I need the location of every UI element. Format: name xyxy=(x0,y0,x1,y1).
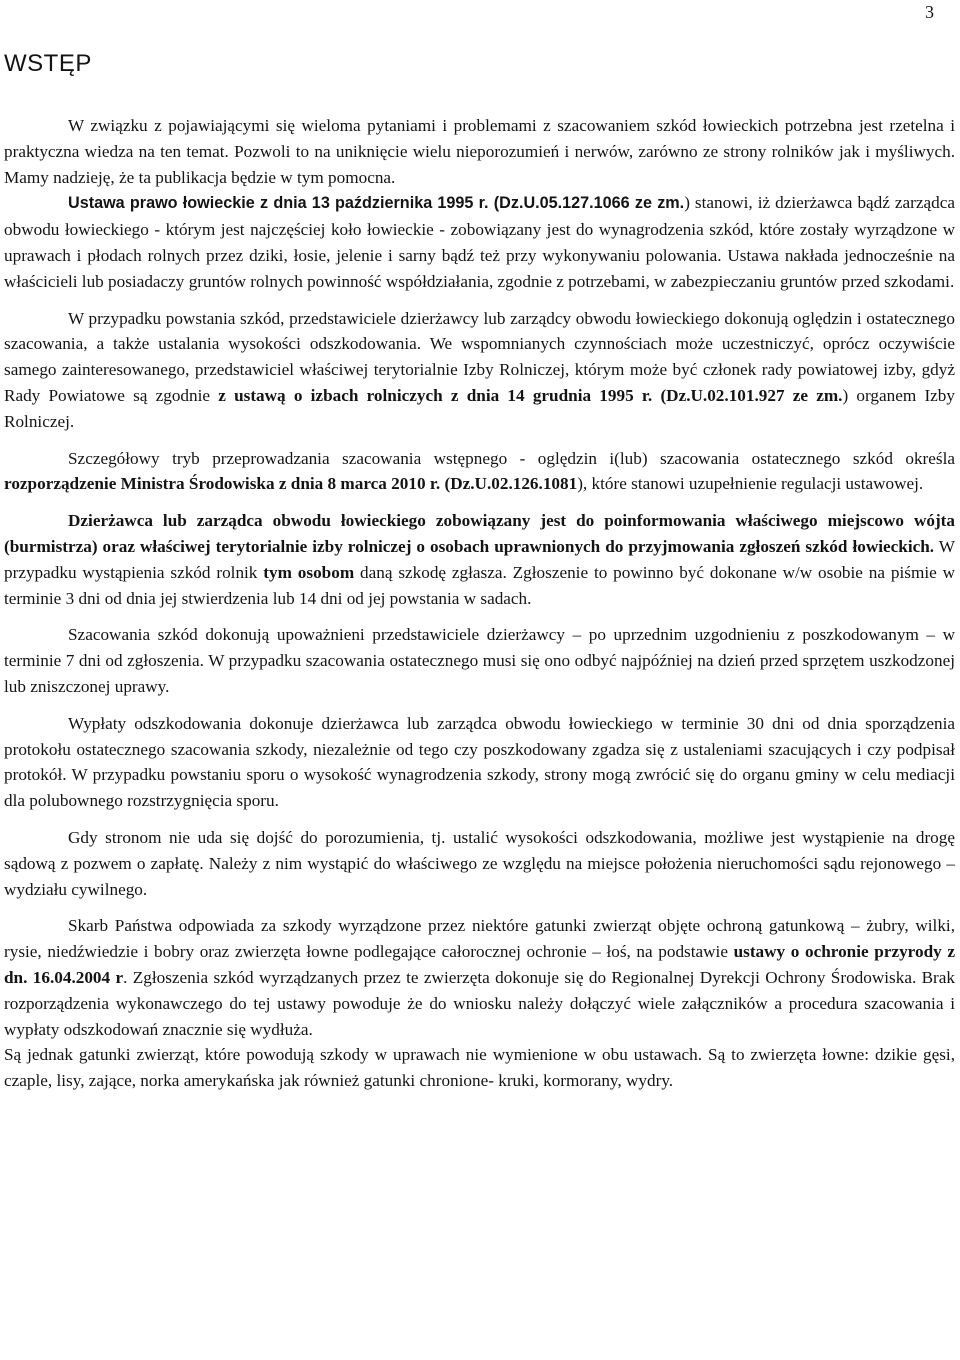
tym-osobom-emphasis: tym osobom xyxy=(263,562,355,582)
paragraph-text: W przypadku powstania szkód, przedstawiciele dzierżawcy lub zarządcy obwodu łowieckiego dokonują oględzin i ostatecznego szacowania, a także ustalania wysokości odszkodowania. We wspomnianych czynnościach może uczestniczyć, oprócz oczywiście samego zainteresowanego, przedstawiciel właściwej terytorialnie Izby Rolniczej, którym może być członek rady powiatowej izby, gdyż Rady Powiatowe są zgodnie xyxy=(4,308,955,405)
agricultural-chambers-law-reference: z ustawą o izbach rolniczych z dnia 14 grudnia 1995 r. (Dz.U.02.101.927 ze zm. xyxy=(218,385,843,405)
paragraph-text: Są jednak gatunki zwierząt, które powodują szkody w uprawach nie wymienione w obu ustawach. Są to zwierzęta łowne: dzikie gęsi, czaple, lisy, zające, norka amerykańska jak również gatunki chronione- kruki, kormorany, wydry. xyxy=(4,1045,955,1091)
paragraph-other-species xyxy=(4,1042,955,1094)
paragraph-text: W przypadku wystąpienia szkód rolnik xyxy=(4,536,955,582)
paragraph-text: Skarb Państwa odpowiada za szkody wyrządzone przez niektóre gatunki zwierząt objęte ochroną gatunkową – żubry, wilki, rysie, niedźwiedzie i bobry oraz zwierzęta łowne podlegające całorocznej ochronie – łoś, na podstawie xyxy=(4,916,955,962)
paragraph-text: Szczegółowy tryb przeprowadzania szacowania wstępnego - oględzin i(lub) szacowania ostatecznego szkód określa xyxy=(68,448,955,468)
paragraph-detailed-procedure xyxy=(4,446,955,498)
page-number: 3 xyxy=(925,2,934,22)
paragraph-text: ) stanowi, iż dzierżawca bądź zarządca obwodu łowieckiego - którym jest najczęściej koło łowieckie - zobowiązany jest do wynagrodzenia szkód, które zostały wyrządzone w uprawach i płodach rolnych przez dziki, łosie, jelenie i sarny bądź też przy wykonywaniu polowania. Ustawa nakłada jednocześnie na właścicieli lub posiadaczy gruntów rolnych powinność współdziałania, zgodnie z potrzebami, w zabezpieczaniu gruntów przed szkodami. xyxy=(4,193,955,291)
paragraph-text: daną szkodę zgłasza. Zgłoszenie to powinno być dokonane w/w osobie na piśmie w terminie 3 dni od dnia jej stwierdzenia lub 14 dni od jej powstania w sadach. xyxy=(4,562,956,608)
paragraph-intro xyxy=(4,113,955,190)
paragraph-compensation-payment xyxy=(4,711,955,814)
paragraph-text: ), które stanowi uzupełnienie regulacji ustawowej. xyxy=(577,474,924,494)
paragraph-damage-valuation xyxy=(4,622,955,699)
paragraph-state-treasury xyxy=(4,913,955,1042)
paragraph-text: Szacowania szkód dokonują upoważnieni przedstawiciele dzierżawcy – po uprzednim uzgodnieniu z poszkodowanym – w terminie 7 dni od zgłoszenia. W przypadku szacowania ostatecznego musi się ono odbyć najpóźniej na dzień przed sprzętem uszkodzonej lub zniszczonej uprawy. xyxy=(4,625,955,696)
paragraph-text: Wypłaty odszkodowania dokonuje dzierżawca lub zarządca obwodu łowieckiego w terminie 30 dni od dnia sporządzenia protokołu ostatecznego szacowania szkody, niezależnie od tego czy poszkodowany zgadza się z ustaleniami szacujących i czy podpisał protokół. W przypadku powstaniu sporu o wysokość wynagrodzenia szkody, strony mogą zwrócić się do organu gminy w celu mediacji dla polubownego rozstrzygnięcia sporu. xyxy=(4,713,955,811)
page-title: WSTĘP xyxy=(4,50,92,77)
body-text xyxy=(4,113,955,1094)
paragraph-damage-inspection xyxy=(4,306,955,435)
environment-minister-regulation-reference: rozporządzenie Ministra Środowiska z dnia 8 marca 2010 r. (Dz.U.02.126.1081 xyxy=(4,474,578,494)
paragraph-court-proceedings xyxy=(4,825,955,902)
paragraph-text: Gdy stronom nie uda się dojść do porozumienia, tj. ustalić wysokości odszkodowania, możliwe jest wystąpienie na drogę sądową z pozwem o zapłatę. Należy z nim wystąpić do właściwego ze względu na miejsce położenia nieruchomości sądu rejonowego – wydziału cywilnego. xyxy=(4,827,955,899)
nature-protection-law-reference: ustawy o ochronie przyrody z dn. 16.04.2004 r xyxy=(4,942,955,987)
paragraph-text: ) organem Izby Rolniczej. xyxy=(4,385,955,431)
paragraph-text: . Zgłoszenia szkód wyrządzanych przez te zwierzęta dokonuje się do Regionalnej Dyrekcji Ochrony Środowiska. Brak rozporządzenia wykonawczego do tej ustawy powoduje że do wniosku należy dołączyć wiele załączników a procedura szacowania i wypłaty odszkodowań znacznie się wydłuża. xyxy=(4,967,956,1039)
hunting-law-reference: Ustawa prawo łowieckie z dnia 13 października 1995 r. (Dz.U.05.127.1066 ze zm. xyxy=(68,194,685,213)
paragraph-hunting-law xyxy=(4,190,955,294)
paragraph-text: W związku z pojawiającymi się wieloma pytaniami i problemami z szacowaniem szkód łowieckich potrzebna jest rzetelna i praktyczna wiedza na ten temat. Pozwoli to na uniknięcie wielu nieporozumień i nerwów, zarówno ze strony rolników jak i myśliwych. Mamy nadzieję, że ta publikacja będzie w tym pomocna. xyxy=(4,116,955,187)
notification-duty-emphasis: Dzierżawca lub zarządca obwodu łowieckiego zobowiązany jest do poinformowania właściwego miejscowo wójta (burmistrza) oraz właściwej terytorialnie izby rolniczej o osobach uprawnionych do przyjmowania zgłoszeń szkód łowieckich. xyxy=(4,511,955,556)
paragraph-notification-duty xyxy=(4,508,955,611)
